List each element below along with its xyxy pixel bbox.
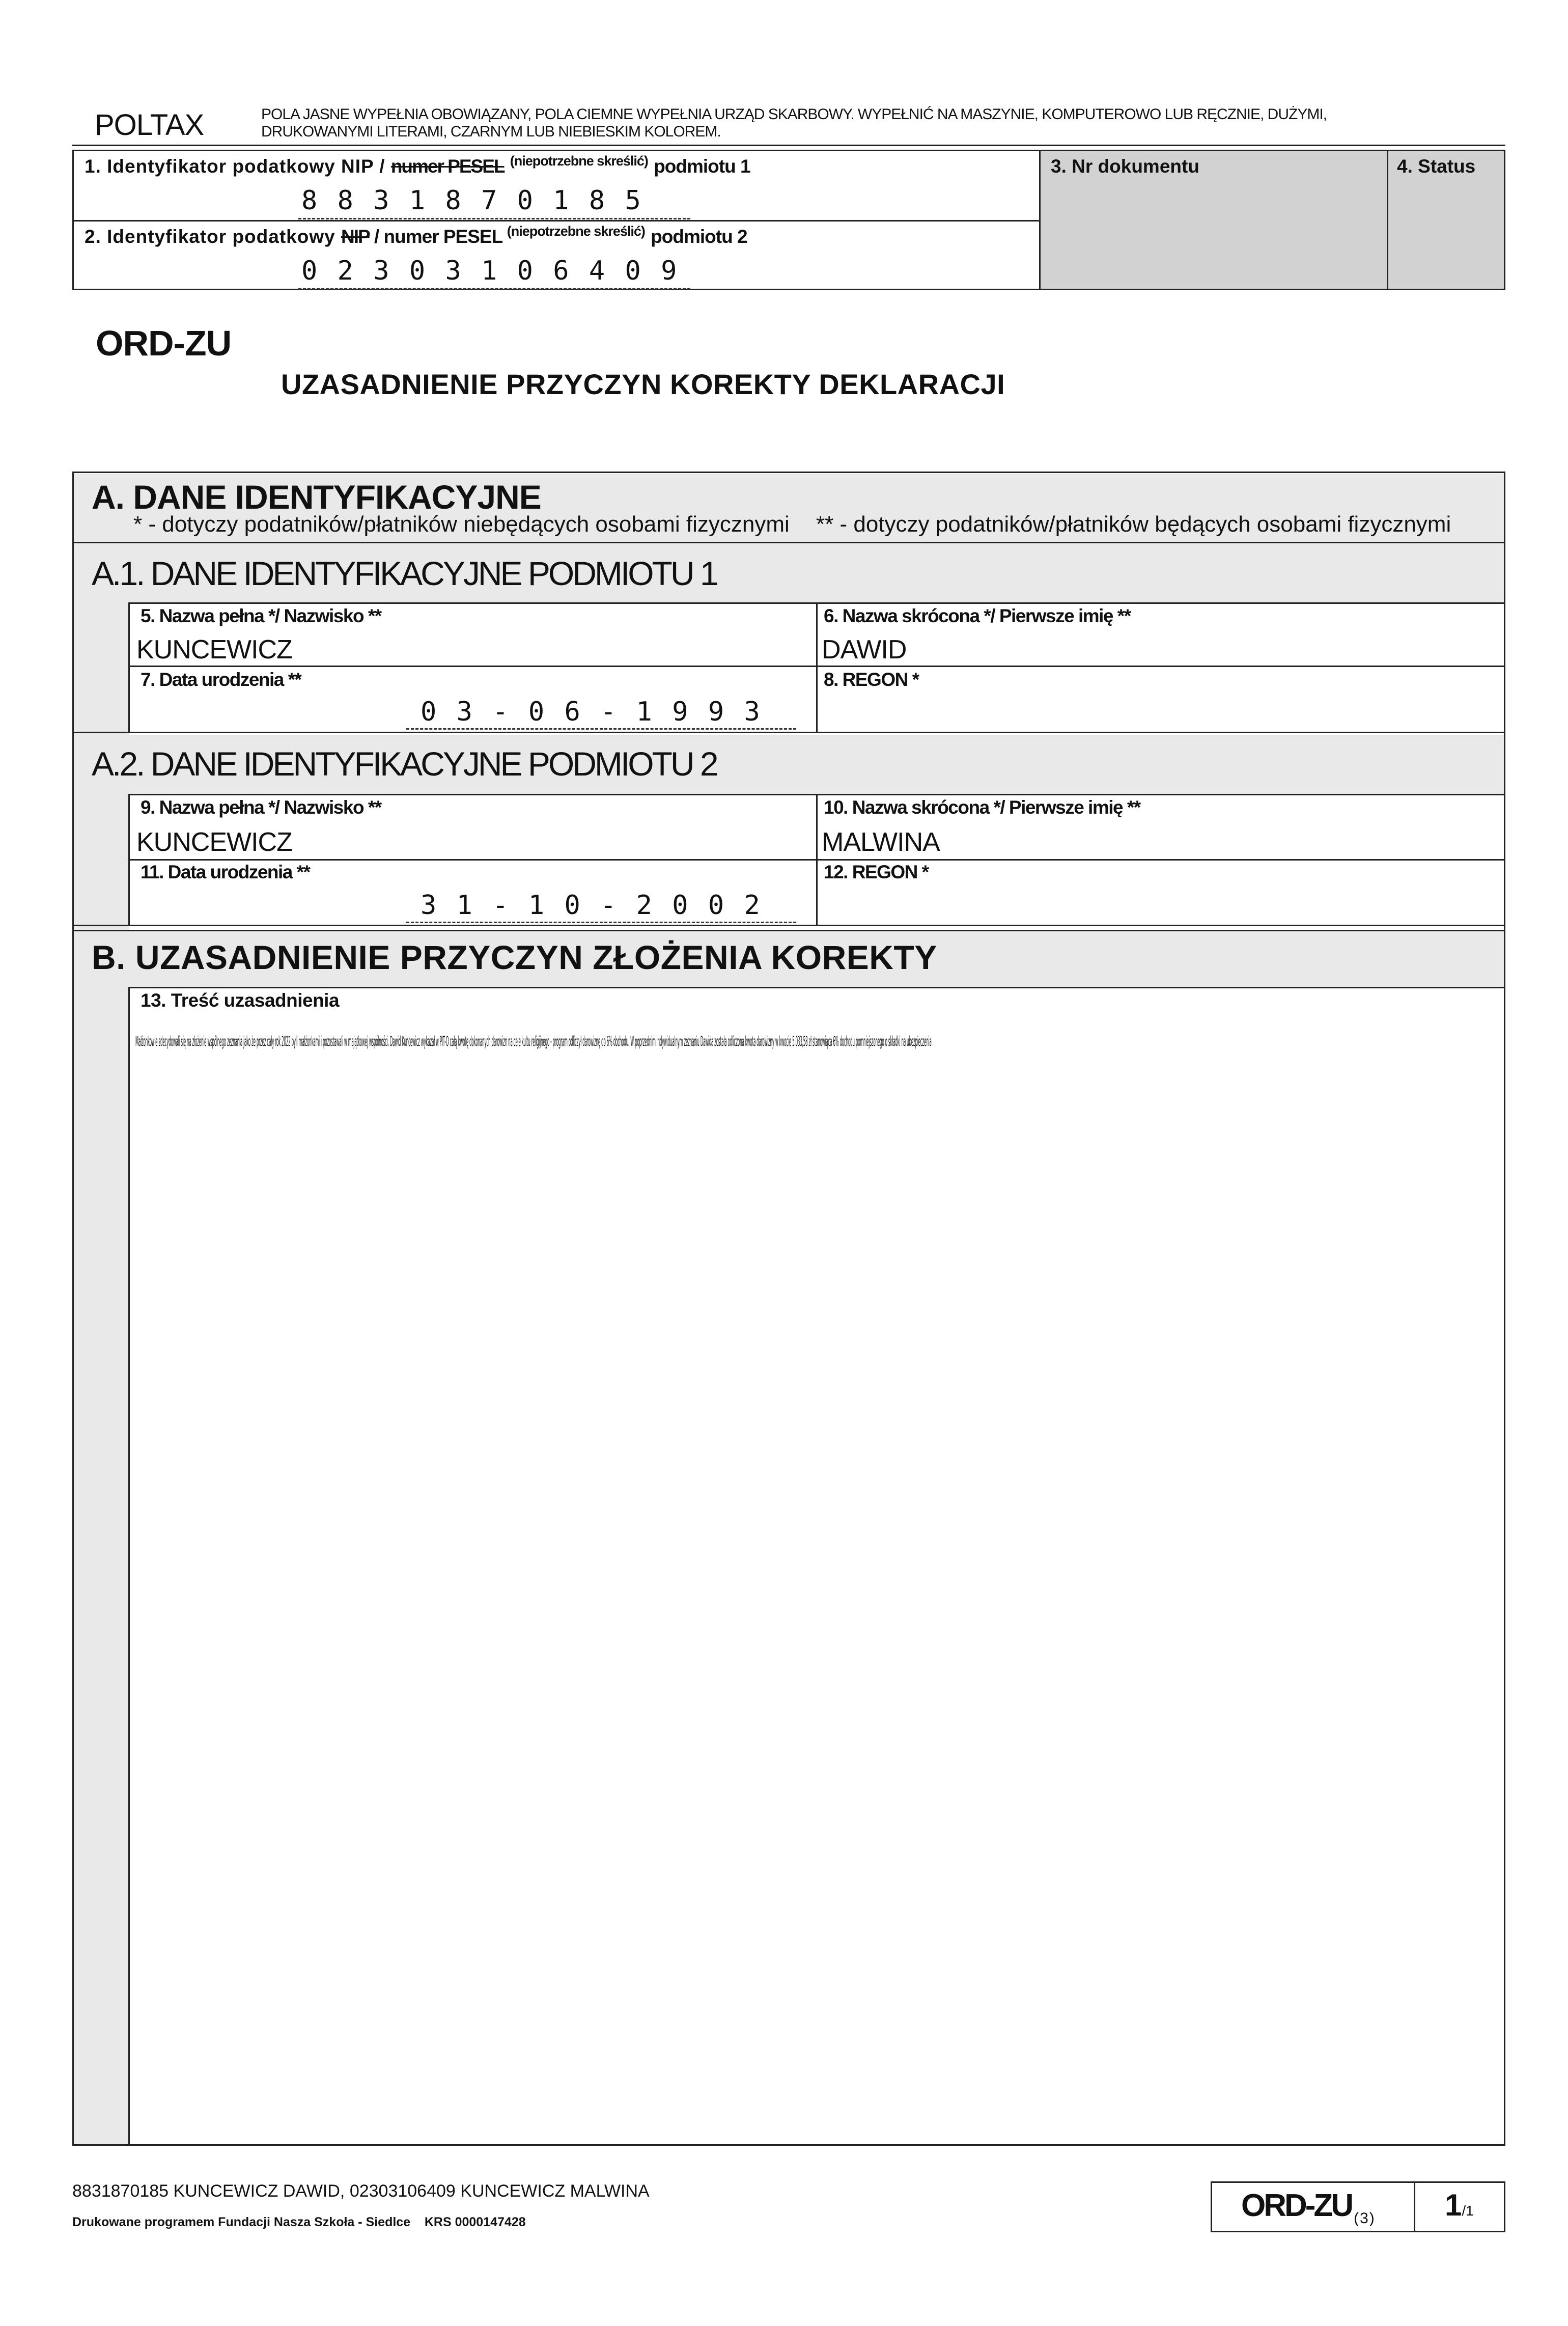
header-rule xyxy=(72,145,1505,146)
field-11-value[interactable]: 3 1 - 1 0 - 2 0 0 2 xyxy=(421,890,762,921)
field-2-struck: NIP xyxy=(341,226,370,247)
section-b-title: B. UZASADNIENIE PRZYCZYN ZŁOŻENIA KOREKTY xyxy=(92,938,937,976)
field-2-middle: / numer PESEL xyxy=(369,226,507,247)
field-11-label: 11. Data urodzenia ** xyxy=(141,862,310,882)
field-2-prefix: 2. Identyfikator podatkowy xyxy=(85,226,341,247)
gutter-b xyxy=(128,987,130,2146)
rule-section-b-header xyxy=(128,987,1505,988)
field-1-note: (niepotrzebne skreślić) xyxy=(510,153,648,169)
field-7-label: 7. Data urodzenia ** xyxy=(141,669,301,690)
footer-printed-by: Drukowane programem Fundacji Nasza Szkoła - Siedlce KRS 0000147428 xyxy=(72,2215,526,2229)
rule-section-a2-start xyxy=(72,732,1505,733)
form-title: UZASADNIENIE PRZYCZYN KOREKTY DEKLARACJI xyxy=(281,368,1005,400)
divider-field-1-2 xyxy=(72,220,1040,221)
rule-section-b-start-1 xyxy=(72,925,1505,926)
field-7-underline xyxy=(406,728,796,730)
field-13-value[interactable] xyxy=(135,1034,1503,1059)
field-2-label xyxy=(85,226,747,247)
field-10-label: 10. Nazwa skrócona */ Pierwsze imię ** xyxy=(824,797,1140,818)
field-5-label: 5. Nazwa pełna */ Nazwisko ** xyxy=(141,605,381,626)
field-12-label: 12. REGON * xyxy=(824,862,929,882)
a1-column-divider xyxy=(816,602,818,733)
footer-taxpayers: 8831870185 KUNCEWICZ DAWID, 02303106409 KUNCEWICZ MALWINA xyxy=(72,2181,650,2201)
field-4-label: 4. Status xyxy=(1397,156,1476,177)
publisher-name: POLTAX xyxy=(95,108,204,142)
section-a-title: A. DANE IDENTYFIKACYJNE xyxy=(92,478,541,516)
footer-page-number: 1 xyxy=(1445,2188,1462,2222)
field-2-note: (niepotrzebne skreślić) xyxy=(507,224,645,239)
field-13-label: 13. Treść uzasadnienia xyxy=(141,990,340,1011)
field-5-value[interactable]: KUNCEWICZ xyxy=(136,635,292,664)
field-1-struck: numer PESEL xyxy=(390,156,505,177)
field-7-value[interactable]: 0 3 - 0 6 - 1 9 9 3 xyxy=(421,697,762,727)
section-a-note-left: * - dotyczy podatników/płatników niebędących osobami fizycznymi xyxy=(133,512,790,537)
footer-page-total: /1 xyxy=(1462,2203,1474,2219)
field-6-label: 6. Nazwa skrócona */ Pierwsze imię ** xyxy=(824,605,1131,626)
gutter-a2 xyxy=(128,794,130,926)
section-a1-title: A.1. DANE IDENTYFIKACYJNE PODMIOTU 1 xyxy=(92,555,717,592)
a2-column-divider xyxy=(816,794,818,925)
field-10-value[interactable]: MALWINA xyxy=(822,827,940,857)
instructions-line-2: DRUKOWANYMI LITERAMI, CZARNYM LUB NIEBIESKIM KOLOREM. xyxy=(261,123,721,140)
field-9-value[interactable]: KUNCEWICZ xyxy=(136,827,292,857)
divider-field-4 xyxy=(1387,150,1388,290)
field-1-underline xyxy=(298,218,690,219)
footer-form-divider xyxy=(1414,2181,1415,2232)
field-9-label: 9. Nazwa pełna */ Nazwisko ** xyxy=(141,797,381,818)
instructions-line-1: POLA JASNE WYPEŁNIA OBOWIĄZANY, POLA CIEMNE WYPEŁNIA URZĄD SKARBOWY. WYPEŁNIĆ NA MASZYNIE, KOMPUTEROWO LUB RĘCZNIE, DUŻYMI, xyxy=(261,106,1327,123)
field-1-prefix: 1. Identyfikator podatkowy NIP / xyxy=(85,156,391,177)
rule-section-a-header xyxy=(72,542,1505,543)
section-a-note-right: ** - dotyczy podatników/płatników będących osobami fizycznymi xyxy=(816,512,1451,537)
field-2-value[interactable]: 0 2 3 0 3 1 0 6 4 0 9 xyxy=(301,256,679,286)
form-frame xyxy=(72,472,1505,2146)
section-a2-title: A.2. DANE IDENTYFIKACYJNE PODMIOTU 2 xyxy=(92,745,717,783)
field-11-underline xyxy=(406,922,796,923)
footer-page-wrap xyxy=(1445,2187,1474,2223)
gutter-a1 xyxy=(128,602,130,733)
footer-form-code: ORD-ZU xyxy=(1241,2188,1352,2223)
field-1-suffix: podmiotu 1 xyxy=(654,156,750,177)
rule-section-b-start-2 xyxy=(72,930,1505,931)
field-2-underline xyxy=(298,288,690,290)
field-13-text: Małżonkowie zdecydowali się na złożenie wspólnego zeznania jako że przez cały rok 2022 byli małżonkami i pozostawali w majątkowej wspólności. Dawid Kuncewicz wykazał w PIT-O całą kwotę dokonanych darowizn na cele kultu religijnego - program odliczył darowiznę do 6% dochodu. W poprzednim indywidualnym zeznaniu Dawida została odliczona kwota darowizny w kwocie 5.033,58 zł stanowiąca 6% dochodu pomniejszonego o składki na ubezpieczenia xyxy=(135,1034,932,1049)
form-code: ORD-ZU xyxy=(96,323,232,363)
field-1-label xyxy=(85,153,750,177)
field-8-label: 8. REGON * xyxy=(824,669,919,690)
field-2-suffix: podmiotu 2 xyxy=(651,226,747,247)
footer-form-code-wrap xyxy=(1241,2187,1376,2227)
footer-form-version: (3) xyxy=(1354,2210,1376,2227)
field-1-value[interactable]: 8 8 3 1 8 7 0 1 8 5 xyxy=(301,185,643,216)
field-3-label: 3. Nr dokumentu xyxy=(1051,156,1199,177)
field-6-value[interactable]: DAWID xyxy=(822,635,907,664)
